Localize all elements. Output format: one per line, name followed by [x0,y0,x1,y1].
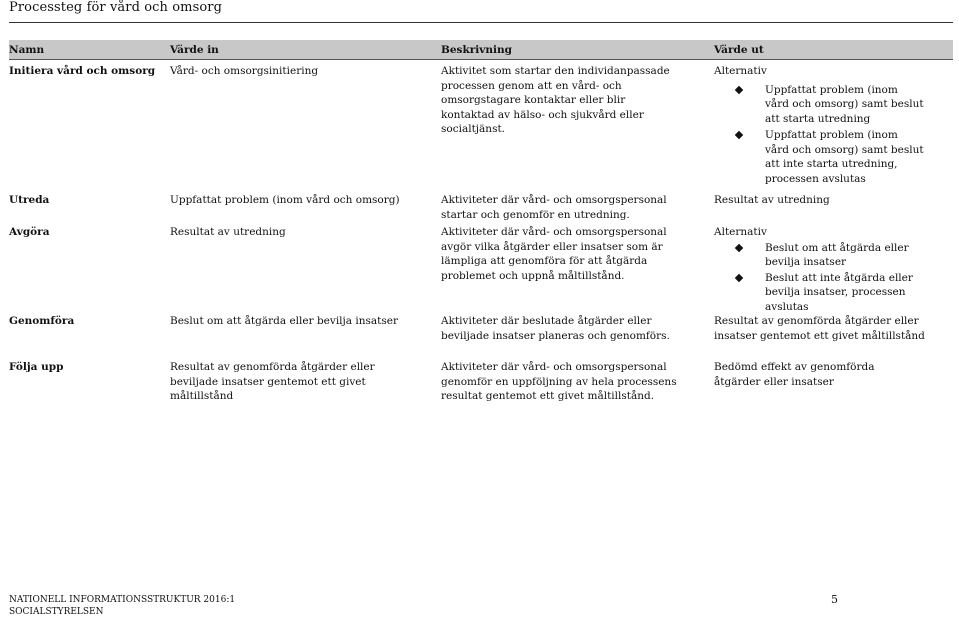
value-out-list [714,83,924,187]
row-value-out: Resultat av genomförda åtgärder eller insatser gentemot ett givet måltillstånd [714,315,925,342]
row-description: Aktiviteter där vård- och omsorgspersonal startar och genomför en utredning. [441,194,667,221]
row-value-out: Resultat av utredning [714,194,830,206]
header-namn: Namn [9,44,45,56]
value-out-intro: Alternativ [714,226,767,238]
row-value-in: Resultat av utredning [170,226,286,238]
footer-publication: NATIONELL INFORMATIONSSTRUKTUR 2016:1 [9,595,236,605]
header-beskrivning: Beskrivning [441,44,512,56]
value-out-item: Uppfattat problem (inom vård och omsorg) samt beslut att inte starta utredning, processen avslutas [714,128,924,186]
row-name: Utreda [9,194,50,206]
title-divider [9,22,953,23]
row-value-in: Vård- och omsorgsinitiering [170,65,319,77]
value-out-item: Beslut att inte åtgärda eller bevilja insatser, processen avslutas [714,271,944,315]
page-title: Processteg för vård och omsorg [9,0,223,15]
row-description: Aktivitet som startar den individanpassade processen genom att en vård- och omsorgstagare kontaktar eller blir kontaktad av hälso- och sjukvård eller socialtjänst. [441,65,670,135]
footer-publisher: SOCIALSTYRELSEN [9,607,104,617]
header-varde-ut: Värde ut [714,44,764,56]
row-value-out [714,225,944,314]
row-name: Följa upp [9,361,64,373]
row-name: Genomföra [9,315,75,327]
row-value-in: Beslut om att åtgärda eller bevilja insatser [170,315,398,327]
row-description: Aktiviteter där beslutade åtgärder eller beviljade insatser planeras och genomförs. [441,315,670,342]
row-description: Aktiviteter där vård- och omsorgspersonal avgör vilka åtgärder eller insatser som är lämpliga att genomföra för att åtgärda problemet och uppnå måltillstånd. [441,226,667,282]
row-description: Aktiviteter där vård- och omsorgspersonal genomför en uppföljning av hela processens resultat gentemot ett givet måltillstånd. [441,361,677,402]
row-name: Avgöra [9,226,50,238]
row-value-in: Uppfattat problem (inom vård och omsorg) [170,194,400,206]
value-out-item: Beslut om att åtgärda eller bevilja insatser [714,241,944,270]
row-name: Initiera vård och omsorg [9,65,156,77]
value-out-list [714,241,944,315]
row-value-out: Bedömd effekt av genomförda åtgärder eller insatser [714,361,875,388]
row-value-in: Resultat av genomförda åtgärder eller beviljade insatser gentemot ett givet måltillstånd [170,361,375,402]
footer [9,594,235,618]
page-number: 5 [831,593,838,606]
row-value-out [714,64,924,186]
value-out-intro: Alternativ [714,65,767,77]
header-varde-in: Värde in [170,44,219,56]
value-out-item: Uppfattat problem (inom vård och omsorg) samt beslut att starta utredning [714,83,924,127]
